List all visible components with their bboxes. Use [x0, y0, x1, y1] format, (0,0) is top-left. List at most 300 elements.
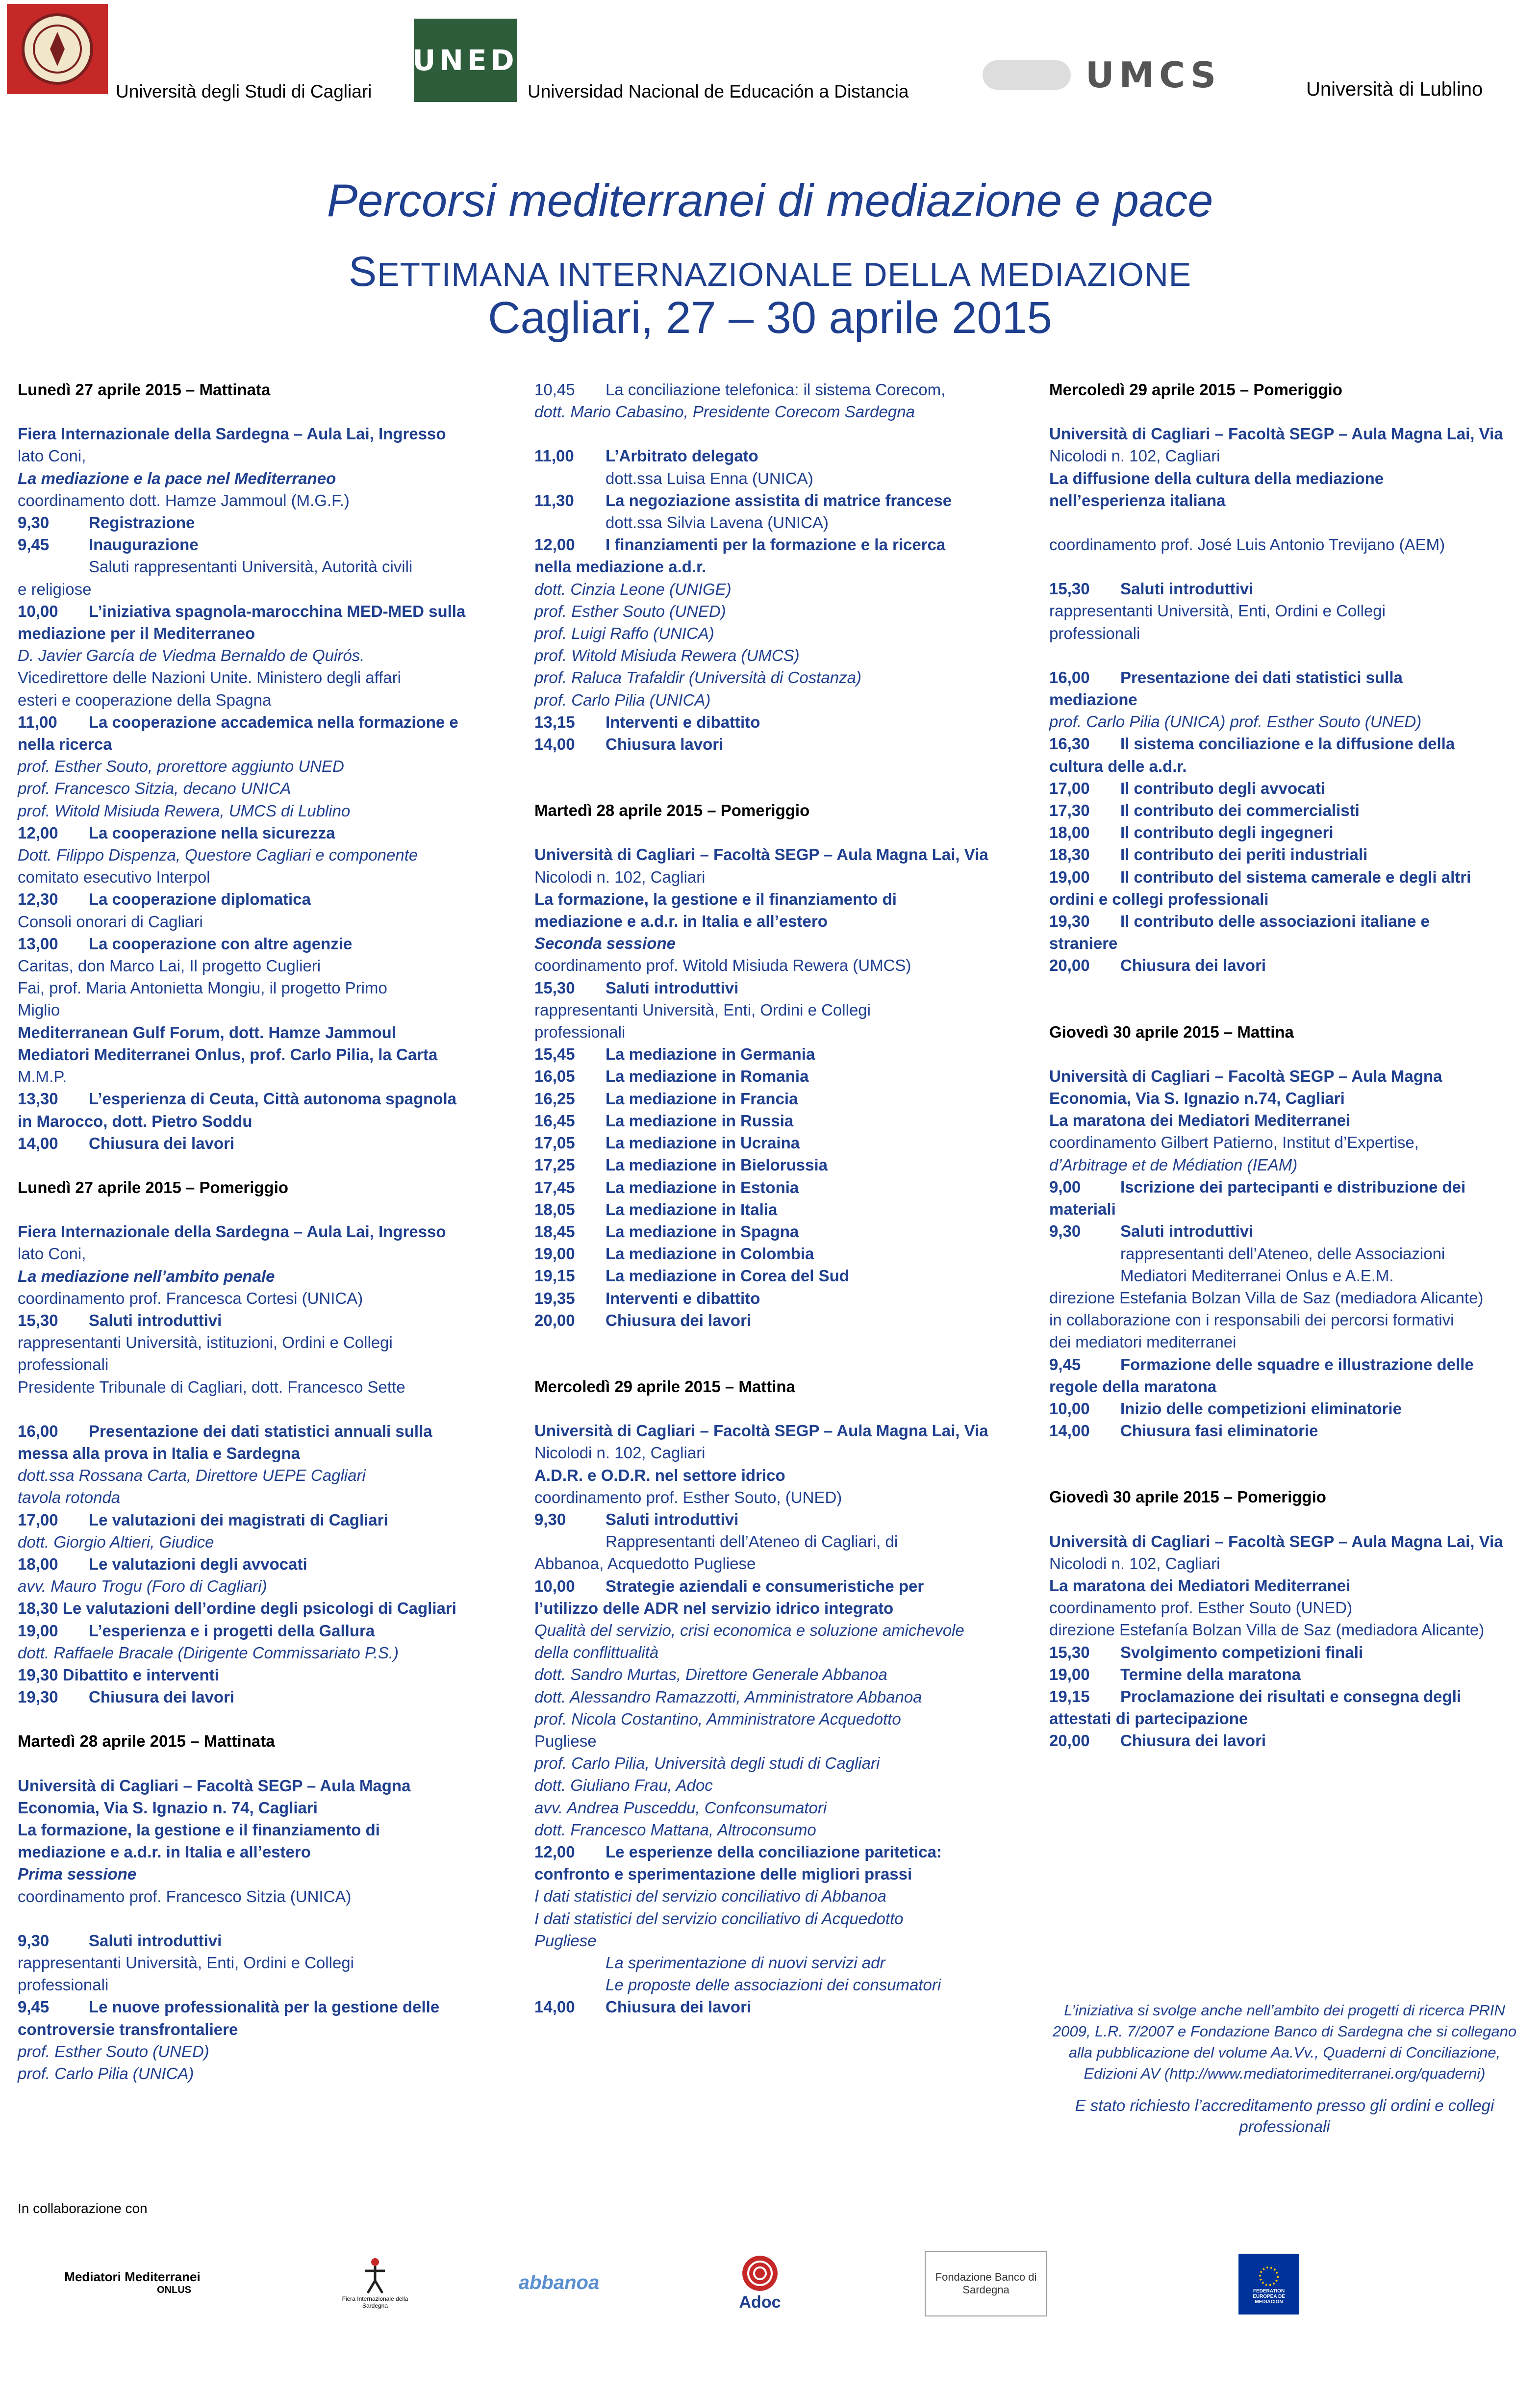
program-line: [534, 666, 1025, 688]
seal-icon: [21, 12, 94, 86]
program-line: [534, 1287, 1025, 1309]
time-label: 17,25: [534, 1156, 575, 1174]
program-line: [18, 1775, 508, 1797]
program-line: [534, 1420, 1025, 1442]
program-text: L’iniziativa spagnola-marocchina MED-MED sulla: [89, 602, 466, 620]
program-line: [18, 467, 508, 489]
program-text: Inizio delle competizioni eliminatorie: [1120, 1399, 1402, 1418]
program-text: coordinamento prof. Francesca Cortesi (UNICA): [18, 1289, 363, 1307]
program-text: Rappresentanti dell’Ateneo di Cagliari, di: [606, 1532, 898, 1551]
program-line: [18, 2018, 508, 2040]
program-line: [534, 1221, 1025, 1243]
program-line: [534, 689, 1025, 711]
program-line: [18, 1043, 508, 1066]
program-line: [534, 733, 1025, 755]
program-text: Chiusura dei lavori: [1120, 956, 1266, 975]
program-text: Fiera Internazionale della Sardegna – Aula Lai, Ingresso: [18, 1222, 446, 1241]
program-line: [534, 556, 1025, 578]
partner-name: FEDERATION EUROPEA DE MEDIACION: [1253, 2288, 1285, 2305]
program-line: [534, 1641, 1025, 1663]
program-line: [18, 1331, 508, 1353]
partner-logo-fem: [1238, 2254, 1299, 2315]
spacer: [534, 777, 1025, 799]
program-text: Pugliese: [534, 1931, 597, 1950]
program-line: [18, 622, 508, 644]
program-line: [18, 445, 508, 467]
program-line: [534, 1021, 1025, 1043]
program-column-2: [534, 379, 1025, 2018]
program-text: coordinamento Gilbert Patierno, Institut d’Expertise,: [1049, 1133, 1419, 1152]
program-text: La sperimentazione di nuovi servizi adr: [606, 1954, 885, 1972]
spacer: [1049, 999, 1520, 1021]
program-text: Mercoledì 29 aprile 2015 – Pomeriggio: [1049, 381, 1342, 399]
program-line: [1049, 666, 1520, 688]
program-line: [18, 1642, 508, 1664]
program-text: Vicedirettore delle Nazioni Unite. Ministero degli affari: [18, 668, 402, 687]
program-text: Economia, Via S. Ignazio n. 74, Cagliari: [18, 1798, 318, 1817]
program-text: La mediazione in Colombia: [606, 1245, 814, 1263]
program-text: dott. Giorgio Altieri, Giudice: [18, 1532, 214, 1551]
program-text: La mediazione in Germania: [606, 1045, 815, 1064]
program-text: Strategie aziendali e consumeristiche per: [606, 1577, 924, 1595]
program-line: [534, 1176, 1025, 1198]
program-text: Abbanoa, Acquedotto Pugliese: [534, 1554, 756, 1573]
program-line: [534, 1575, 1025, 1597]
program-line: [534, 1885, 1025, 1907]
program-text: rappresentanti Università, istituzioni, Ordini e Collegi: [18, 1333, 393, 1352]
program-text: straniere: [1049, 934, 1118, 953]
program-text: Caritas, don Marco Lai, Il progetto Cuglieri: [18, 957, 321, 975]
program-text: l’utilizzo delle ADR nel servizio idrico integrato: [534, 1599, 894, 1617]
program-line: [1049, 1220, 1520, 1242]
program-text: Università di Cagliari – Facoltà SEGP – Aula Magna: [18, 1776, 411, 1795]
program-text: La mediazione e la pace nel Mediterraneo: [18, 469, 336, 487]
program-line: [534, 1863, 1025, 1885]
program-text: La mediazione nell’ambito penale: [18, 1267, 275, 1285]
partner-name: Mediatori Mediterranei: [64, 2269, 201, 2284]
program-line: [534, 1930, 1025, 1952]
time-label: 12,00: [534, 1842, 575, 1861]
program-text: coordinamento prof. Witold Misiuda Rewera (UMCS): [534, 956, 911, 975]
program-text: Mercoledì 29 aprile 2015 – Mattina: [534, 1377, 795, 1396]
program-text: I finanziamenti per la formazione e la ricerca: [606, 535, 946, 554]
program-line: [18, 1309, 508, 1331]
time-label: 14,00: [534, 1998, 575, 2016]
program-text: Dott. Filippo Dispenza, Questore Cagliari e componente: [18, 846, 418, 865]
main-title: Percorsi mediterranei di mediazione e pace: [327, 175, 1213, 226]
program-text: della conflittualità: [534, 1643, 659, 1662]
program-text: Consoli onorari di Cagliari: [18, 912, 203, 931]
program-text: avv. Andrea Pusceddu, Confconsumatori: [534, 1798, 827, 1817]
program-line: [534, 1752, 1025, 1774]
program-text: Le esperienze della conciliazione paritetica:: [606, 1842, 942, 1861]
program-text: mediazione per il Mediterraneo: [18, 624, 255, 643]
program-text: confronto e sperimentazione delle migliori prassi: [534, 1865, 912, 1883]
program-text: rappresentanti Università, Enti, Ordini e Collegi: [534, 1000, 871, 1019]
program-text: La mediazione in Russia: [606, 1111, 794, 1130]
program-text: Martedì 28 aprile 2015 – Mattinata: [18, 1732, 275, 1751]
program-line: [534, 1464, 1025, 1486]
uned-logo-text: UNED: [412, 44, 518, 77]
program-line: [18, 489, 508, 511]
partner-logo-fondazione: [925, 2251, 1047, 2316]
program-line: [1049, 1375, 1520, 1398]
program-line: [18, 1531, 508, 1553]
spacer: [18, 1198, 508, 1221]
program-text: Chiusura lavori: [606, 735, 724, 754]
spacer: [18, 1753, 508, 1775]
program-line: [534, 1908, 1025, 1930]
program-line: [1049, 777, 1520, 799]
program-line: [18, 999, 508, 1021]
time-label: 9,45: [18, 1998, 50, 2016]
time-label: 19,00: [1049, 867, 1090, 886]
program-line: [18, 755, 508, 777]
program-text: Il contributo degli avvocati: [1120, 779, 1326, 797]
time-label: 13,00: [18, 934, 58, 953]
program-line: [18, 777, 508, 799]
program-text: dott. Mario Cabasino, Presidente Corecom Sardegna: [534, 403, 915, 421]
program-text: dott. Alessandro Ramazzotti, Amministratore Abbanoa: [534, 1687, 922, 1706]
time-label: 10,00: [1049, 1399, 1090, 1418]
program-text: La mediazione in Estonia: [606, 1178, 799, 1196]
program-text: Università di Cagliari – Facoltà SEGP – Aula Magna Lai, Via: [534, 845, 988, 864]
program-text: prof. Esther Souto, prorettore aggiunto UNED: [18, 757, 344, 776]
program-line: [1049, 1575, 1520, 1597]
time-label: 20,00: [1049, 956, 1090, 975]
program-line: [534, 511, 1025, 534]
time-label: 12,30: [18, 890, 58, 909]
program-text: La maratona dei Mediatori Mediterranei: [1049, 1576, 1351, 1595]
program-text: Giovedì 30 aprile 2015 – Pomeriggio: [1049, 1488, 1326, 1506]
program-line: [18, 1021, 508, 1043]
program-line: [1049, 1707, 1520, 1730]
program-text: Saluti introduttivi: [1120, 580, 1254, 598]
program-text: La cooperazione nella sicurezza: [89, 823, 335, 842]
program-text: Pugliese: [534, 1731, 597, 1750]
program-text: Presentazione dei dati statistici sulla: [1120, 668, 1403, 687]
program-text: coordinamento prof. Francesco Sitzia (UNICA): [18, 1887, 352, 1906]
program-text: e religiose: [18, 580, 92, 598]
program-line: [18, 689, 508, 711]
program-text: Il contributo degli ingegneri: [1120, 823, 1334, 842]
program-line: [18, 600, 508, 622]
program-text: nell’esperienza italiana: [1049, 491, 1226, 509]
program-line: [18, 1597, 508, 1619]
program-line: [18, 2062, 508, 2085]
program-text: Mediatori Mediterranei Onlus e A.E.M.: [1120, 1266, 1394, 1285]
program-line: [534, 1686, 1025, 1708]
program-text: Nicolodi n. 102, Cagliari: [534, 1444, 706, 1462]
time-label: 18,00: [1049, 823, 1090, 842]
program-line: [534, 1110, 1025, 1132]
program-text: Interventi e dibattito: [606, 712, 760, 731]
program-text: Presentazione dei dati statistici annuali sulla: [89, 1422, 432, 1440]
program-line: [18, 1974, 508, 1996]
program-line: [18, 844, 508, 866]
program-line: [1049, 954, 1520, 976]
time-label: 19,00: [534, 1245, 575, 1263]
program-line: [1049, 622, 1520, 644]
program-text: La mediazione in Romania: [606, 1067, 809, 1086]
program-text: Martedì 28 aprile 2015 – Pomeriggio: [534, 801, 810, 820]
program-text: coordinamento prof. Esther Souto, (UNED): [534, 1488, 842, 1506]
program-text: rappresentanti Università, Enti, Ordini e Collegi: [18, 1954, 354, 1972]
program-line: [534, 1486, 1025, 1508]
program-text: Il contributo delle associazioni italiane e: [1120, 912, 1430, 931]
program-line: [1049, 445, 1520, 467]
time-label: 18,00: [18, 1554, 58, 1573]
program-line: [534, 401, 1025, 423]
program-line: [1049, 1730, 1520, 1752]
program-line: [534, 1198, 1025, 1221]
time-label: 17,00: [18, 1510, 58, 1529]
program-column-1: [18, 379, 508, 2085]
umcs-emblem-icon: [983, 60, 1071, 90]
program-text: Seconda sessione: [534, 934, 676, 953]
program-text: lato Coni,: [18, 447, 86, 465]
program-text: regole della maratona: [1049, 1377, 1217, 1396]
program-text: prof. Carlo Pilia (UNICA): [534, 690, 711, 709]
time-label: 17,05: [534, 1134, 575, 1152]
spacer: [534, 423, 1025, 445]
program-text: Prima sessione: [18, 1865, 137, 1883]
program-text: 18,30 Le valutazioni dell’ordine degli psicologi di Cagliari: [18, 1599, 456, 1618]
program-text: Chiusura fasi eliminatorie: [1120, 1422, 1318, 1440]
time-label: 10,45: [534, 381, 575, 399]
program-text: La cooperazione con altre agenzie: [89, 934, 353, 953]
time-label: 13,15: [534, 712, 575, 731]
time-label: 9,45: [1049, 1355, 1081, 1374]
program-line: [534, 1132, 1025, 1154]
program-line: [534, 843, 1025, 865]
spacer: [534, 1353, 1025, 1375]
program-text: Iscrizione dei partecipanti e distribuzione dei: [1120, 1177, 1466, 1196]
time-label: 13,30: [18, 1090, 58, 1108]
program-line: [18, 955, 508, 977]
spacer: [18, 1908, 508, 1930]
program-line: [534, 600, 1025, 622]
program-line: [18, 423, 508, 445]
program-line: [1049, 1641, 1520, 1663]
program-text: prof. Francesco Sitzia, decano UNICA: [18, 779, 291, 798]
partner-name: Fiera Internazionale della Sardegna: [342, 2295, 408, 2309]
partner-sub: ONLUS: [157, 2285, 191, 2295]
program-text: prof. Carlo Pilia (UNICA): [18, 2064, 194, 2083]
program-text: La conciliazione telefonica: il sistema Corecom,: [606, 381, 946, 399]
spacer: [1049, 644, 1520, 666]
adoc-spiral-icon: [740, 2254, 780, 2293]
program-line: [1049, 1198, 1520, 1220]
program-text: Università di Cagliari – Facoltà SEGP – Aula Magna Lai, Via: [534, 1422, 988, 1440]
program-line: [18, 822, 508, 844]
time-label: 14,00: [534, 735, 575, 754]
program-line: [18, 800, 508, 822]
program-line: [534, 1996, 1025, 2018]
program-line: [18, 1996, 508, 2018]
time-label: 9,30: [534, 1510, 566, 1528]
unica-seal-logo: [7, 4, 108, 94]
program-line: [534, 467, 1025, 489]
spacer: [1049, 1508, 1520, 1530]
program-line: [18, 1664, 508, 1686]
program-line: [1049, 1154, 1520, 1176]
program-text: Proclamazione dei risultati e consegna degli: [1120, 1687, 1462, 1705]
time-label: 15,30: [534, 978, 575, 997]
subtitle-rest: ETTIMANA INTERNAZIONALE DELLA MEDIAZIONE: [377, 256, 1192, 293]
program-text: Qualità del servizio, crisi economica e soluzione amichevole: [534, 1621, 964, 1639]
time-label: 19,35: [534, 1289, 575, 1307]
program-line: [534, 489, 1025, 511]
program-text: Svolgimento competizioni finali: [1120, 1643, 1363, 1661]
program-line: [534, 1065, 1025, 1087]
program-line: [18, 1066, 508, 1088]
program-line: [18, 1863, 508, 1885]
program-text: Il contributo dei periti industriali: [1120, 845, 1368, 864]
uned-name: Universidad Nacional de Educación a Distancia: [528, 81, 909, 102]
time-label: 16,30: [1049, 735, 1090, 753]
spacer: [1049, 977, 1520, 999]
time-label: 19,30: [1049, 912, 1090, 931]
program-line: [18, 2040, 508, 2062]
program-line: [534, 1819, 1025, 1841]
time-label: 18,45: [534, 1222, 575, 1241]
accreditation-line: professionali: [1239, 2117, 1330, 2136]
program-line: [18, 888, 508, 910]
program-line: [1049, 932, 1520, 954]
spacer: [1049, 1043, 1520, 1065]
spacer: [534, 755, 1025, 777]
partner-name: Fondazione Banco di Sardegna: [935, 2271, 1037, 2296]
program-line: [1049, 1087, 1520, 1109]
program-line: [534, 888, 1025, 910]
program-text: Chiusura dei lavori: [89, 1134, 235, 1152]
program-text: nella ricerca: [18, 735, 112, 754]
lublin-name: Università di Lublino: [1306, 78, 1483, 100]
accreditation-line: E stato richiesto l’accreditamento presso gli ordini e collegi: [1075, 2096, 1494, 2114]
spacer: [1049, 511, 1520, 534]
program-line: [18, 666, 508, 688]
partner-logo-fiera: [338, 2246, 412, 2319]
program-line: [1049, 1309, 1520, 1331]
subtitle-initial: S: [348, 248, 378, 295]
research-note: [1049, 2000, 1520, 2137]
program-line: [534, 1243, 1025, 1265]
program-text: dott. Raffaele Bracale (Dirigente Commissariato P.S.): [18, 1643, 399, 1662]
time-label: 14,00: [18, 1134, 58, 1152]
program-text: rappresentanti Università, Enti, Ordini e Collegi: [1049, 602, 1386, 620]
spacer: [1049, 556, 1520, 578]
program-line: [1049, 379, 1520, 401]
program-line: [18, 644, 508, 666]
time-label: 12,00: [18, 823, 58, 842]
program-text: Presidente Tribunale di Cagliari, dott. Francesco Sette: [18, 1377, 405, 1396]
program-line: [534, 999, 1025, 1021]
program-text: coordinamento dott. Hamze Jammoul (M.G.F.): [18, 491, 350, 509]
program-line: [534, 1309, 1025, 1331]
program-text: Registrazione: [89, 513, 195, 532]
program-line: [18, 1353, 508, 1375]
program-line: [534, 1619, 1025, 1641]
program-text: direzione Estefanía Bolzan Villa de Saz (mediadora Alicante): [1049, 1621, 1485, 1639]
program-line: [1049, 1131, 1520, 1153]
program-text: La mediazione in Spagna: [606, 1222, 799, 1241]
program-line: [534, 379, 1025, 401]
fiera-figure-icon: [360, 2256, 390, 2295]
time-label: 10,00: [18, 602, 58, 620]
program-text: D. Javier García de Viedma Bernaldo de Quirós.: [18, 646, 365, 665]
program-text: Le nuove professionalità per la gestione delle: [89, 1998, 440, 2016]
program-text: coordinamento prof. Esther Souto (UNED): [1049, 1599, 1353, 1617]
program-line: [534, 711, 1025, 733]
program-text: Lunedì 27 aprile 2015 – Pomeriggio: [18, 1178, 289, 1196]
note-line: 2009, L.R. 7/2007 e Fondazione Banco di Sardegna che si collegano: [1052, 2023, 1517, 2040]
time-label: 9,30: [18, 513, 50, 532]
program-line: [18, 1420, 508, 1442]
program-line: [18, 556, 508, 578]
program-line: [1049, 600, 1520, 622]
program-text: Formazione delle squadre e illustrazione delle: [1120, 1355, 1474, 1374]
program-line: [534, 977, 1025, 999]
program-line: [18, 1730, 508, 1752]
program-line: [1049, 1663, 1520, 1685]
program-text: dott. Giuliano Frau, Adoc: [534, 1776, 713, 1795]
program-line: [1049, 799, 1520, 821]
time-label: 19,30: [18, 1688, 58, 1706]
program-line: [534, 1552, 1025, 1575]
program-line: [534, 1530, 1025, 1552]
program-text: cultura delle a.d.r.: [1049, 757, 1187, 775]
program-text: Giovedì 30 aprile 2015 – Mattina: [1049, 1022, 1294, 1041]
program-text: A.D.R. e O.D.R. nel settore idrico: [534, 1466, 785, 1484]
program-text: dott.ssa Rossana Carta, Direttore UEPE Cagliari: [18, 1466, 366, 1485]
program-text: Termine della maratona: [1120, 1665, 1301, 1683]
program-line: [18, 1797, 508, 1819]
program-line: [18, 1176, 508, 1198]
program-text: rappresentanti dell’Ateneo, delle Associazioni: [1120, 1244, 1445, 1263]
program-line: [534, 1088, 1025, 1110]
time-label: 15,30: [1049, 1643, 1090, 1661]
program-line: [1049, 1398, 1520, 1420]
program-line: [1049, 1552, 1520, 1575]
program-line: [18, 1575, 508, 1597]
program-text: L’esperienza di Ceuta, Città autonoma spagnola: [89, 1090, 456, 1108]
program-line: [1049, 1353, 1520, 1375]
program-text: nella mediazione a.d.r.: [534, 558, 707, 576]
program-text: attestati di partecipazione: [1049, 1709, 1248, 1728]
program-text: prof. Carlo Pilia, Università degli studi di Cagliari: [534, 1754, 880, 1773]
program-text: La mediazione in Ucraina: [606, 1134, 800, 1152]
program-text: Fai, prof. Maria Antonietta Mongiu, il progetto Primo: [18, 979, 387, 997]
program-text: direzione Estefania Bolzan Villa de Saz (mediadora Alicante): [1049, 1288, 1484, 1307]
program-text: Nicolodi n. 102, Cagliari: [1049, 1554, 1220, 1573]
program-line: [1049, 733, 1520, 755]
program-text: La negoziazione assistita di matrice francese: [606, 491, 952, 509]
program-text: dott. Sandro Murtas, Direttore Generale Abbanoa: [534, 1665, 887, 1684]
spacer: [18, 1398, 508, 1420]
time-label: 9,00: [1049, 1177, 1081, 1196]
program-text: materiali: [1049, 1200, 1116, 1219]
program-line: [1049, 489, 1520, 511]
program-text: controversie transfrontaliere: [18, 2020, 238, 2038]
time-label: 9,45: [18, 535, 50, 554]
program-line: [534, 1265, 1025, 1287]
program-line: [534, 622, 1025, 644]
program-line: [18, 1841, 508, 1863]
program-line: [534, 932, 1025, 954]
program-text: prof. Witold Misiuda Rewera, UMCS di Lublino: [18, 801, 351, 820]
program-line: [1049, 467, 1520, 489]
